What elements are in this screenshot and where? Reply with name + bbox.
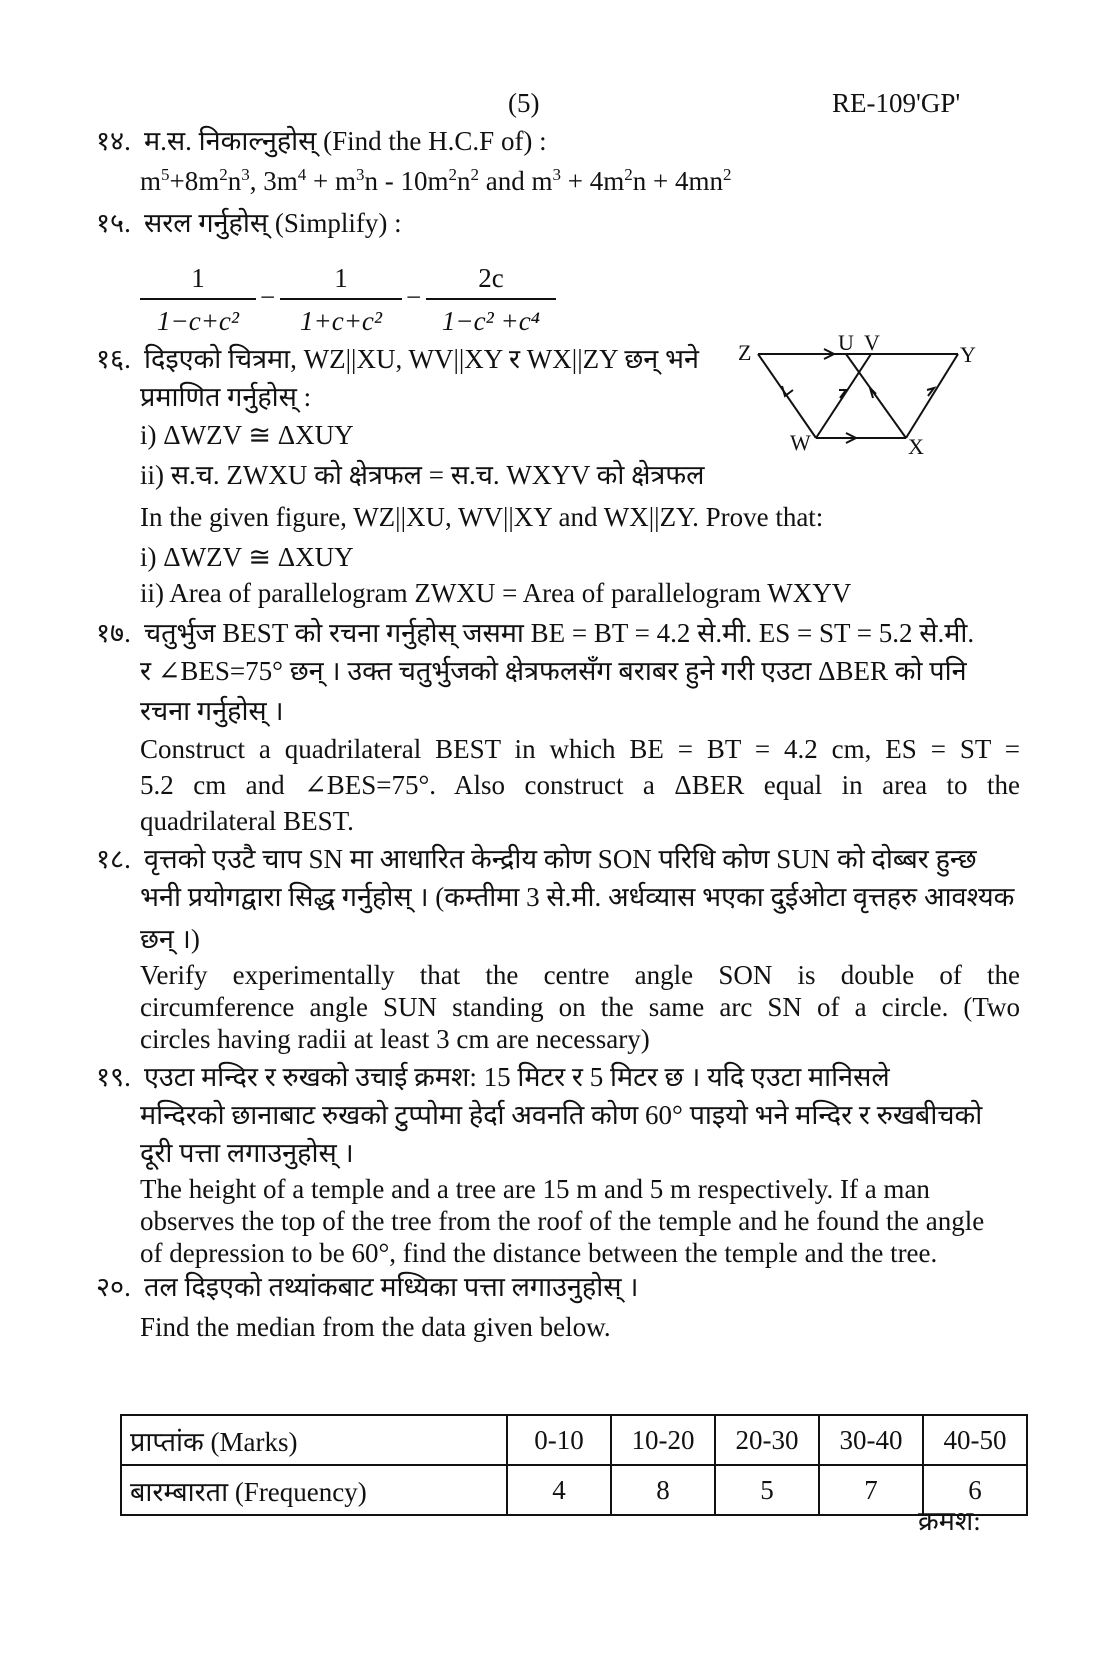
question-number: १८. — [96, 844, 131, 874]
q16-line-2: प्रमाणित गर्नुहोस् : — [140, 382, 312, 412]
question-number: १६. — [96, 344, 131, 374]
table-cell: 10-20 — [611, 1415, 715, 1465]
table-cell: 7 — [819, 1465, 923, 1515]
question-16: १६. दिइएको चित्रमा, WZ||XU, WV||XY र WX||ZY छन् भने — [96, 344, 699, 374]
frequency-header: बारम्बारता (Frequency) — [121, 1465, 507, 1515]
q18-line-4: Verify experimentally that the centre angle SON is double of the — [140, 960, 1020, 990]
q18-line-2: भनी प्रयोगद्वारा सिद्ध गर्नुहोस् । (कम्तीमा 3 से.मी. अर्धव्यास भएका दुईओटा वृत्तहरु आवश्यक — [140, 882, 1015, 912]
q19-line-6: of depression to be 60°, find the distance between the temple and the tree. — [140, 1238, 938, 1268]
label-x: X — [908, 434, 924, 458]
line-xy — [906, 354, 958, 438]
table-row — [121, 1415, 1027, 1465]
question-15 — [96, 206, 402, 240]
q19-line-2: मन्दिरको छानाबाट रुखको टुप्पोमा हेर्दा अवनति कोण 60° पाइयो भने मन्दिर र रुखबीचको — [140, 1100, 983, 1130]
continued-label: क्रमश: — [918, 1506, 981, 1536]
label-u: U — [838, 330, 854, 355]
question-19: १९. एउटा मन्दिर र रुखको उचाई क्रमश: 15 मिटर र 5 मिटर छ । यदि एउटा मानिसले — [96, 1062, 890, 1092]
line-wv — [816, 354, 871, 438]
median-data-table — [120, 1414, 1028, 1516]
question-17: १७. चतुर्भुज BEST को रचना गर्नुहोस् जसमा BE = BT = 4.2 से.मी. ES = ST = 5.2 से.मी. — [96, 618, 975, 648]
hcf-expressions: $m^5+8m^2n^3$, $3m^4 + m^3n - 10m^2n^2$ and $m^3 + 4m^2n + 4mn^2$ — [140, 165, 732, 196]
q16-line-5: In the given figure, WZ||XU, WV||XY and WX||ZY. Prove that: — [140, 502, 824, 532]
exam-code: RE-109'GP' — [832, 88, 961, 118]
question-title: सरल गर्नुहोस् (Simplify) : — [144, 208, 402, 238]
table-cell: 0-10 — [507, 1415, 611, 1465]
q18-line-6: circles having radii at least 3 cm are necessary) — [140, 1024, 650, 1054]
q17-line-6: quadrilateral BEST. — [140, 806, 354, 836]
question-number: १७. — [96, 618, 131, 648]
table-cell: 30-40 — [819, 1415, 923, 1465]
q16-line-4: ii) स.च. ZWXU को क्षेत्रफल = स.च. WXYV को क्षेत्रफल — [140, 460, 705, 490]
q18-line-5: circumference angle SUN standing on the same arc SN of a circle. (Two — [140, 992, 1020, 1022]
question-number: १४. — [96, 126, 131, 156]
q19-line-4: The height of a temple and a tree are 15 m and 5 m respectively. If a man — [140, 1174, 930, 1204]
question-20: २०. तल दिइएको तथ्यांकबाट मध्यिका पत्ता लगाउनुहोस् । — [96, 1272, 639, 1302]
question-number: १९. — [96, 1062, 131, 1092]
q20-line-2: Find the median from the data given below. — [140, 1312, 611, 1342]
fraction-2: 1 1+c+c² — [280, 262, 402, 338]
label-w: W — [790, 430, 811, 455]
minus-sign: − — [406, 282, 422, 312]
label-v: V — [864, 330, 880, 355]
q16-line-6: i) ΔWZV ≅ ΔXUY — [140, 542, 354, 572]
question-14 — [96, 124, 547, 158]
page-number: (5) — [508, 88, 540, 118]
question-number: २०. — [96, 1272, 131, 1302]
table-cell: 8 — [611, 1465, 715, 1515]
table-cell: 40-50 — [923, 1415, 1027, 1465]
q17-line-2: र ∠BES=75° छन् । उक्त चतुर्भुजको क्षेत्रफलसँग बराबर हुने गरी एउटा ΔBER को पनि — [140, 656, 967, 686]
line-zw — [758, 354, 816, 438]
q19-line-5: observes the top of the tree from the roof of the temple and he found the angle — [140, 1206, 985, 1236]
q18-line-3: छन् ।) — [140, 924, 200, 954]
question-18: १८. वृत्तको एउटै चाप SN मा आधारित केन्द्रीय कोण SON परिधि कोण SUN को दोब्बर हुन्छ — [96, 844, 977, 874]
table-cell: 4 — [507, 1465, 611, 1515]
marks-header: प्राप्तांक (Marks) — [121, 1415, 507, 1465]
label-y: Y — [960, 342, 976, 367]
fraction-3: 2c 1−c² +c⁴ — [426, 262, 556, 338]
question-title: म.स. निकाल्नुहोस् (Find the H.C.F of) : — [144, 126, 547, 156]
q17-line-4: Construct a quadrilateral BEST in which BE = BT = 4.2 cm, ES = ST = — [140, 734, 1020, 764]
question-number: १५. — [96, 208, 131, 238]
table-row — [121, 1465, 1027, 1515]
table-cell: 5 — [715, 1465, 819, 1515]
label-z: Z — [738, 340, 752, 365]
line-xu — [846, 354, 906, 438]
q17-line-5: 5.2 cm and ∠BES=75°. Also construct a ΔBER equal in area to the — [140, 770, 1020, 800]
minus-sign: − — [260, 282, 276, 312]
table-cell: 20-30 — [715, 1415, 819, 1465]
q17-line-3: रचना गर्नुहोस् । — [140, 696, 284, 726]
fraction-1: 1 1−c+c² — [140, 262, 256, 338]
q19-line-3: दूरी पत्ता लगाउनुहोस् । — [140, 1138, 354, 1168]
table-cell: 6 — [923, 1465, 1027, 1515]
parallelogram-figure — [736, 328, 996, 458]
q16-line-3: i) ΔWZV ≅ ΔXUY — [140, 420, 354, 450]
q16-line-7: ii) Area of parallelogram ZWXU = Area of parallelogram WXYV — [140, 578, 852, 608]
